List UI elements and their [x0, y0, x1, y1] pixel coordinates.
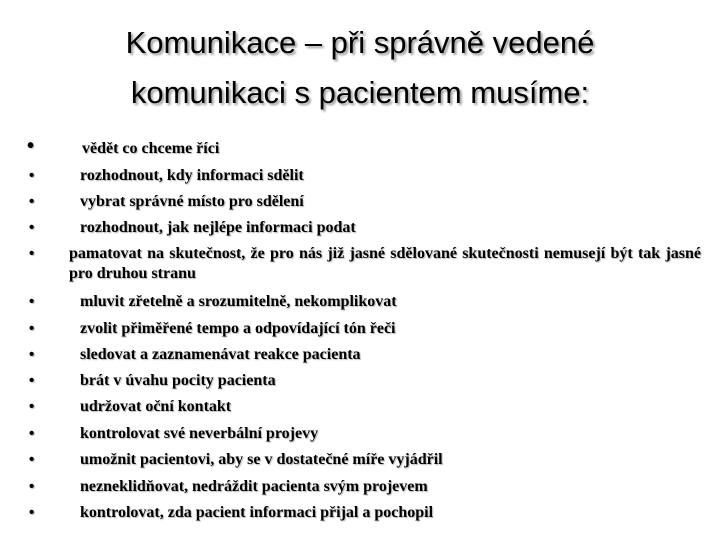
list-item-text: rozhodnout, kdy informaci sdělit — [80, 167, 304, 184]
list-item-text: pamatovat na skutečnost, že pro nás již jasné sdělované skutečnosti nemusejí být tak jasné pro druhou stranu — [69, 245, 701, 282]
bullet-icon: • — [29, 193, 35, 210]
bullet-icon: • — [29, 293, 35, 310]
list-item-text: udržovat oční kontakt — [80, 398, 232, 415]
list-item-text: kontrolovat své neverbální projevy — [80, 425, 319, 442]
bullet-icon: • — [29, 320, 35, 337]
bullet-icon: • — [29, 425, 35, 442]
bullet-icon: • — [29, 245, 35, 262]
bullet-icon: • — [29, 451, 35, 468]
bullet-icon: • — [29, 372, 35, 389]
bullet-icon: • — [29, 346, 35, 363]
list-item-text: rozhodnout, jak nejlépe informaci podat — [80, 219, 356, 236]
list-item-text: nezneklidňovat, nedráždit pacienta svým projevem — [80, 478, 428, 495]
list-item-text: vědět co chceme říci — [82, 140, 220, 157]
list-item-text: sledovat a zaznamenávat reakce pacienta — [80, 346, 361, 363]
title-line-2: komunikaci s pacientem musíme: — [130, 75, 590, 110]
list-item-text: zvolit přiměřené tempo a odpovídající tón řeči — [80, 320, 396, 337]
bullet-icon: • — [29, 398, 35, 415]
list-item-text: kontrolovat, zda pacient informaci přijal a pochopil — [80, 504, 434, 521]
title-line-1: Komunikace – při správně vedené — [125, 25, 595, 60]
list-item-text: mluvit zřetelně a srozumitelně, nekomplikovat — [80, 293, 397, 310]
list-item-text: umožnit pacientovi, aby se v dostatečné míře vyjádřil — [80, 451, 443, 468]
bullet-icon: • — [27, 135, 35, 157]
bullet-icon: • — [29, 167, 35, 184]
bullet-icon: • — [29, 219, 35, 236]
list-item-text: vybrat správné místo pro sdělení — [80, 193, 304, 210]
bullet-icon: • — [29, 504, 35, 521]
bullet-icon: • — [29, 478, 35, 495]
list-item-text: brát v úvahu pocity pacienta — [80, 372, 276, 389]
